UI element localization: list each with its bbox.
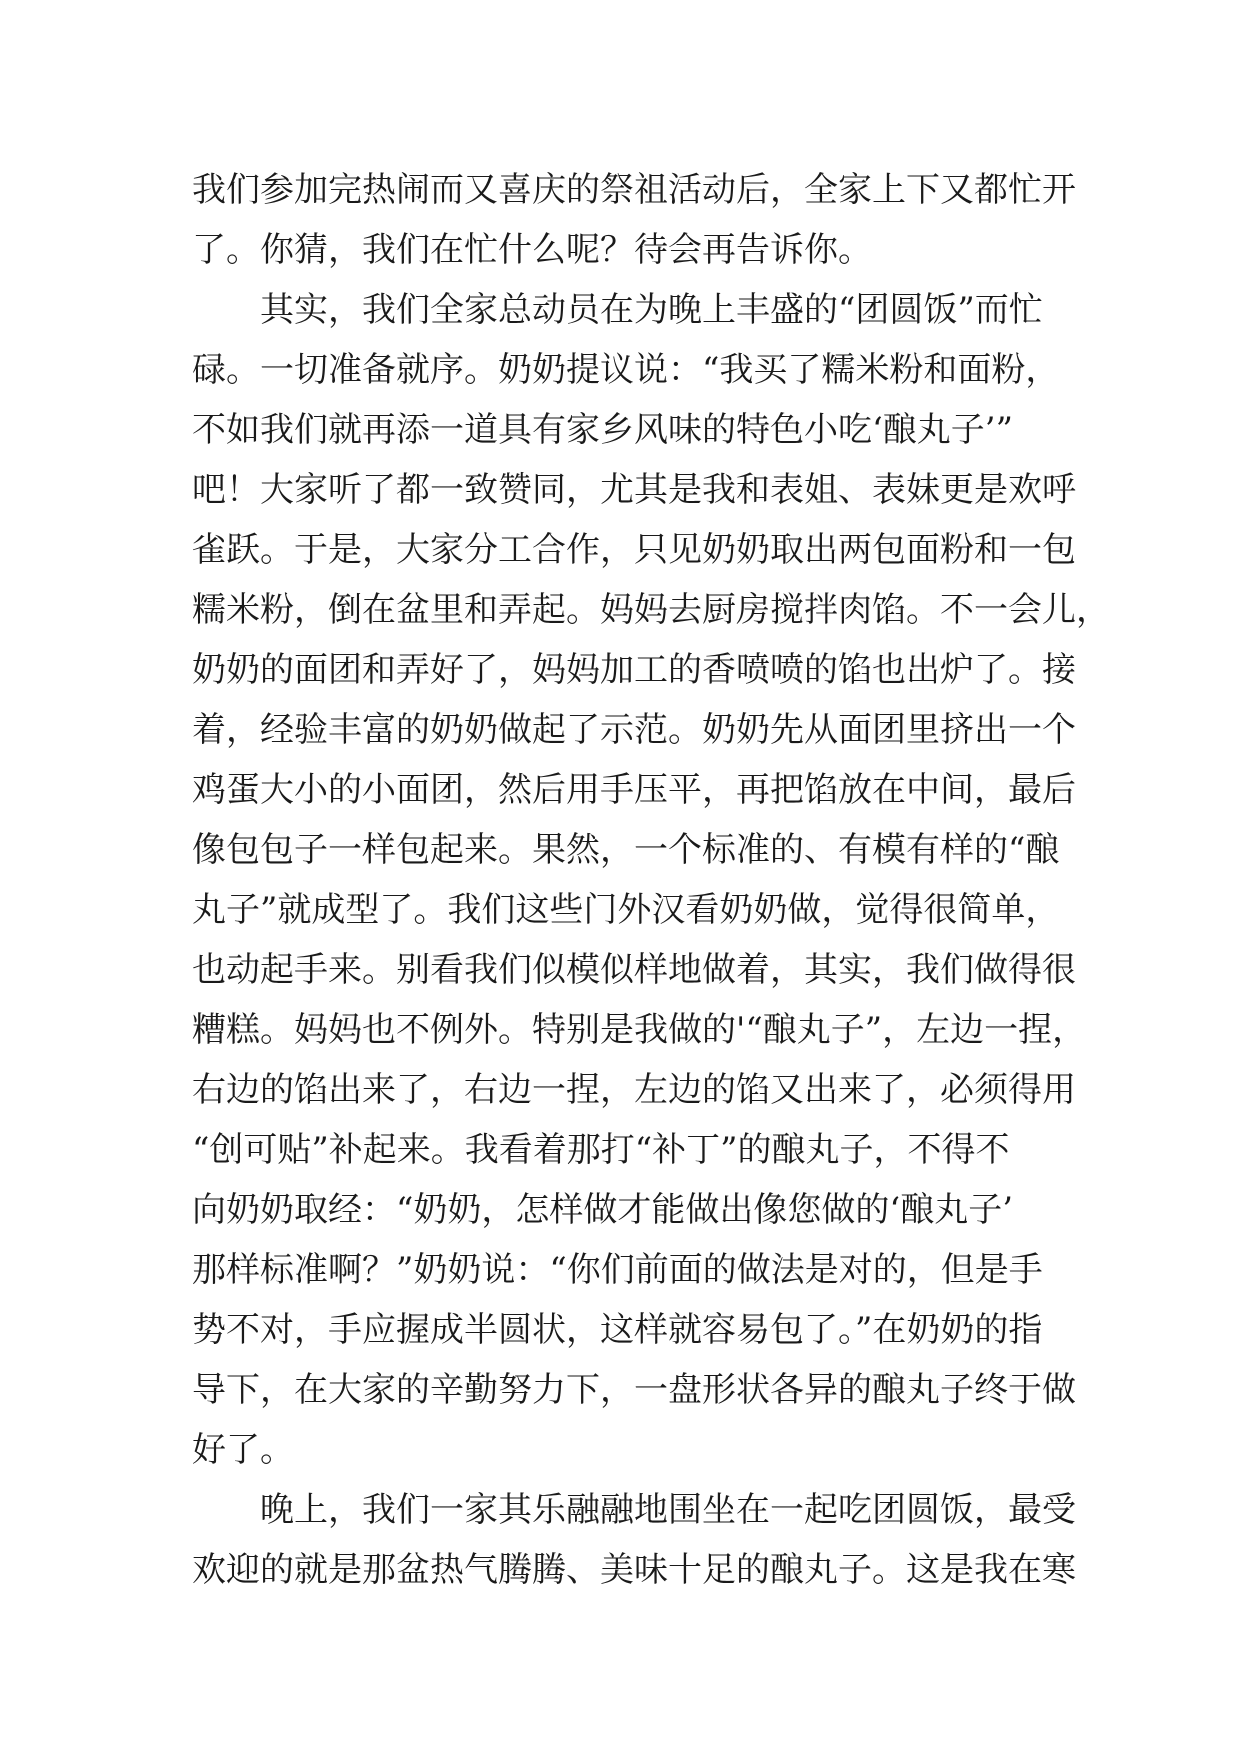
text-line: 我们参加完热闹而又喜庆的祭祖活动后，全家上下又都忙开: [192, 170, 1076, 210]
text-line: 那样标准啊？”奶奶说：“你们前面的做法是对的，但是手: [192, 1250, 1043, 1290]
text-line: 奶奶的面团和弄好了，妈妈加工的香喷喷的馅也出炉了。接: [192, 650, 1076, 690]
paragraph-first-line: 晚上，我们一家其乐融融地围坐在一起吃团圆饭，最受: [260, 1490, 1076, 1530]
text-line: 鸡蛋大小的小面团，然后用手压平，再把馅放在中间，最后: [192, 770, 1076, 810]
text-line: 欢迎的就是那盆热气腾腾、美味十足的酿丸子。这是我在寒: [192, 1550, 1076, 1590]
text-line: 了。你猜，我们在忙什么呢？待会再告诉你。: [192, 230, 872, 270]
text-line: 吧！大家听了都一致赞同，尤其是我和表姐、表妹更是欢呼: [192, 470, 1076, 510]
text-line: 势不对，手应握成半圆状，这样就容易包了。”在奶奶的指: [192, 1310, 1043, 1350]
document-body: [192, 160, 1110, 1600]
text-line: 导下，在大家的辛勤努力下，一盘形状各异的酿丸子终于做: [192, 1370, 1076, 1410]
text-line: 好了。: [192, 1430, 294, 1470]
text-line: 雀跃。于是，大家分工合作，只见奶奶取出两包面粉和一包: [192, 530, 1076, 570]
text-line: 不如我们就再添一道具有家乡风味的特色小吃‘酿丸子’”: [192, 410, 1013, 450]
text-line: 也动起手来。别看我们似模似样地做着，其实，我们做得很: [192, 950, 1076, 990]
text-line: 着，经验丰富的奶奶做起了示范。奶奶先从面团里挤出一个: [192, 710, 1076, 750]
paragraph-first-line: 其实，我们全家总动员在为晚上丰盛的“团圆饭”而忙: [260, 290, 1043, 330]
text-line: 糟糕。妈妈也不例外。特别是我做的'“酿丸子”，左边一捏，: [192, 1010, 1087, 1050]
text-line: 丸子”就成型了。我们这些门外汉看奶奶做，觉得很简单，: [192, 890, 1060, 930]
text-line: “创可贴”补起来。我看着那打“补丁”的酿丸子，不得不: [192, 1130, 1010, 1170]
text-line: 糯米粉，倒在盆里和弄起。妈妈去厨房搅拌肉馅。不一会儿，: [192, 590, 1110, 630]
text-line: 像包包子一样包起来。果然，一个标准的、有模有样的“酿: [192, 830, 1060, 870]
text-line: 向奶奶取经：“奶奶，怎样做才能做出像您做的‘酿丸子’: [192, 1190, 1013, 1230]
text-line: 碌。一切准备就序。奶奶提议说：“我买了糯米粉和面粉，: [192, 350, 1060, 390]
text-line: 右边的馅出来了，右边一捏，左边的馅又出来了，必须得用: [192, 1070, 1076, 1110]
